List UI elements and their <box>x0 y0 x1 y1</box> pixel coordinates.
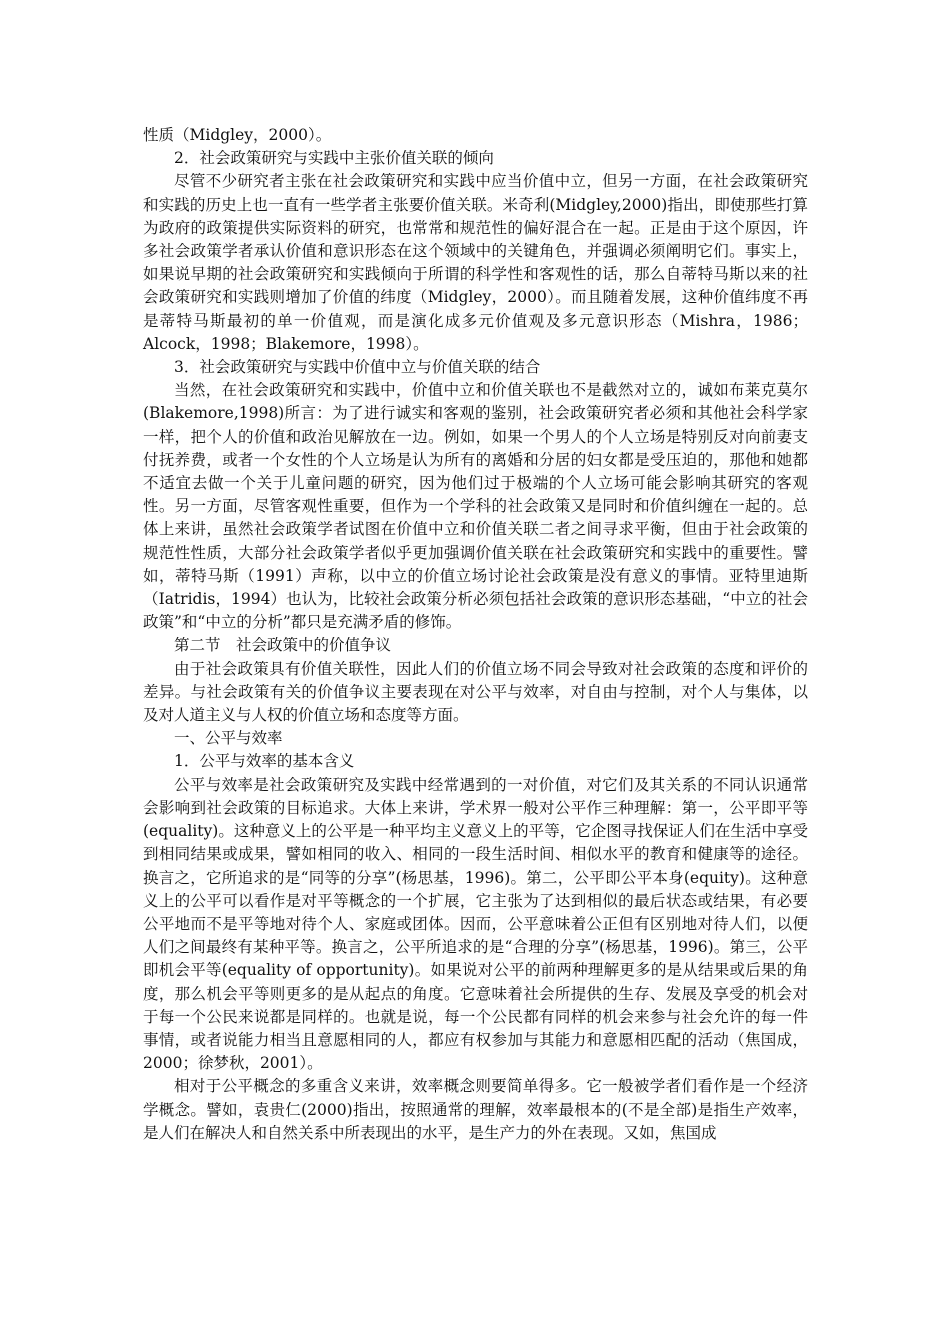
subsection-heading-2: 2．社会政策研究与实践中主张价值关联的倾向 <box>174 149 494 168</box>
paragraph-continuation: 性质（Midgley，2000）。 <box>143 126 332 144</box>
paragraph-efficiency-definition: 相对于公平概念的多重含义来讲，效率概念则要简单得多。它一般被学者们看作是一个经济学概念。譬如，袁贵仁(2000)指出，按照通常的理解，效率最根本的(不是全部)是指生产效率，是人们在解决人和自然关系中所表现出的水平，是生产力的外在表现。又如，焦国成 <box>143 1077 808 1142</box>
document-page <box>143 124 808 1145</box>
paragraph-value-relevance: 尽管不少研究者主张在社会政策研究和实践中应当价值中立，但另一方面，在社会政策研究和实践的历史上也一直有一些学者主张要价值关联。米奇利(Midgley,2000)指出，即使那些打算为政府的政策提供实际资料的研究，也常常和规范性的偏好混合在一起。正是由于这个原因，许多社会政策学者承认价值和意识形态在这个领域中的关键角色，并强调必须阐明它们。事实上，如果说早期的社会政策研究和实践倾向于所谓的科学性和客观性的话，那么自蒂特马斯以来的社会政策研究和实践则增加了价值的纬度（Midgley，2000）。而且随着发展，这种价值纬度不再是蒂特马斯最初的单一价值观，而是演化成多元价值观及多元意识形态（Mishra，1986；Alcock，1998；Blakemore，1998）。 <box>143 172 808 353</box>
section-heading-2: 第二节 社会政策中的价值争议 <box>174 636 392 655</box>
paragraph-neutrality-combination: 当然，在社会政策研究和实践中，价值中立和价值关联也不是截然对立的，诚如布莱克莫尔(Blakemore,1998)所言：为了进行诚实和客观的鉴别，社会政策研究者必须和其他社会科学家一样，把个人的价值和政治见解放在一边。例如，如果一个男人的个人立场是特别反对向前妻支付抚养费，或者一个女性的个人立场是认为所有的离婚和分居的妇女都是受压迫的，那他和她都不适宜去做一个关于儿童问题的研究，因为他们过于极端的个人立场可能会影响其研究的客观性。另一方面，尽管客观性重要，但作为一个学科的社会政策又是同时和价值纠缠在一起的。总体上来讲，虽然社会政策学者试图在价值中立和价值关联二者之间寻求平衡，但由于社会政策的规范性性质，大部分社会政策学者似乎更加强调价值关联在社会政策研究和实践中的重要性。譬如，蒂特马斯（1991）声称，以中立的价值立场讨论社会政策是没有意义的事情。亚特里迪斯（Iatridis，1994）也认为，比较社会政策分析必须包括社会政策的意识形态基础，“中立的社会政策”和“中立的分析”都只是充满矛盾的修饰。 <box>143 381 808 632</box>
subsection-heading-basic-meaning: 1．公平与效率的基本含义 <box>174 752 355 771</box>
paragraph-equity-definitions: 公平与效率是社会政策研究及实践中经常遇到的一对价值，对它们及其关系的不同认识通常会影响到社会政策的目标追求。大体上来讲，学术界一般对公平作三种理解：第一，公平即平等(equality)。这种意义上的公平是一种平均主义意义上的平等，它企图寻找保证人们在生活中享受到相同结果或成果，譬如相同的收入、相同的一段生活时间、相似水平的教育和健康等的途径。换言之，它所追求的是“同等的分享”(杨思基，1996)。第二，公平即公平本身(equity)。这种意义上的公平可以看作是对平等概念的一个扩展，它主张为了达到相似的最后状态或结果，有必要公平地而不是平等地对待个人、家庭或团体。因而，公平意味着公正但有区别地对待人们，以便人们之间最终有某种平等。换言之，公平所追求的是“合理的分享”(杨思基，1996)。第三，公平即机会平等(equality of opportunity)。如果说对公平的前两种理解更多的是从结果或后果的角度，那么机会平等则更多的是从起点的角度。它意味着社会所提供的生存、发展及享受的机会对于每一个公民来说都是同样的。也就是说，每一个公民都有同样的机会来参与社会允许的每一件事情，或者说能力相当且意愿相同的人，都应有权参加与其能力和意愿相匹配的活动（焦国成，2000；徐梦秋，2001）。 <box>143 775 808 1073</box>
paragraph-value-disputes: 由于社会政策具有价值关联性，因此人们的价值立场不同会导致对社会政策的态度和评价的差异。与社会政策有关的价值争议主要表现在对公平与效率，对自由与控制，对个人与集体，以及对人道主义与人权的价值立场和态度等方面。 <box>143 659 808 725</box>
subsection-heading-equity-efficiency: 一、公平与效率 <box>174 729 283 748</box>
subsection-heading-3: 3．社会政策研究与实践中价值中立与价值关联的结合 <box>174 358 541 377</box>
